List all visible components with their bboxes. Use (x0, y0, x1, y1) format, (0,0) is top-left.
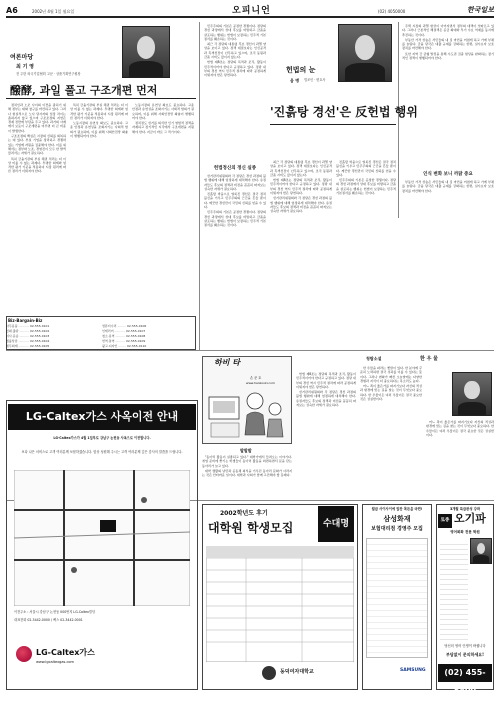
lower-right-rubric: 청탐소설 (366, 356, 382, 361)
lgcaltex-headline: LG-Caltex가스 사옥이전 안내 (8, 404, 196, 430)
lgcaltex-body: 보다 나은 서비스로 고객 여러분께 보답하겠습니다. 항상 성원해 주시는 고객 여러분께 깊은 감사의 말씀을 드립니다. (21, 450, 183, 454)
samsung-top: 월급 사이사이에 알찬 목돈을 마련! (371, 507, 423, 511)
center-rubric: 헌법의 눈 (286, 66, 316, 74)
directory-title: Biz-Bargain-Biz (8, 318, 43, 323)
ogipa-phone: (02) 455-5800 (438, 664, 492, 682)
ogipa-sub: 영어회화 전문 학원 (450, 530, 480, 534)
directory-row: 청소·용역 ·········· 02-555-0108 (102, 334, 146, 338)
author-name: 최 기 영 (16, 64, 34, 70)
columnist-photo (452, 372, 492, 416)
lgcaltex-sub: LG-Caltex가스가 4월 1일부로 강남구 논현동 사옥으로 이전합니다. (53, 436, 151, 440)
university-logo-icon (262, 666, 276, 680)
university-headline: 대학원 학생모집 (208, 521, 294, 535)
opinion-body-col-2: 특히 금융기관의 부실 채권 처리는 더 이상 미룰 수 없는 과제다. 투명한 회계와 엄격한 평가 기준을 적용하여 시장 원리에 따른 정리가 이뤄져야 한다. 노동시장의 유연성 확보도 중요하다. 고용 안정과 유연성을 조화시키는 사회적 합의가 필요하며, 이를 위해 사회안전망 확충이 병행되어야 한다. (70, 103, 128, 139)
university-year: 2002학년도 후기 (220, 510, 268, 517)
cartoon-drawing (203, 357, 291, 443)
cartoon-title: 하비 타 (214, 358, 240, 367)
right-body-mid: 부동산 가격 상승은 서민들의 내 집 마련을 어렵게 하고 가계 부채를 늘린다. 금융 당국은 대출 규제를 강화하는 한편, 실수요자 보호 장치를 마련해야 한다. (402, 180, 494, 193)
center-author-photo (338, 24, 392, 82)
author-photo (122, 26, 170, 78)
lgcaltex-url: www.lgcaltexgas.com (36, 660, 74, 664)
directory-row: 번역·통역 ·········· 02-555-0109 (102, 339, 146, 343)
right-body-top: 주택 시장의 과열 현상이 이어지면서 정부의 대책이 잇따르고 있다. 그러나 근본적인 해결책은 공급 확대와 투기 수요 억제를 동시에 추진하는 것이다. 부동산 가격 상승은 서민들의 내 집 마련을 어렵게 하고 가계 부채를 늘린다. 금융 당국은 대출 규제를 강화하는 한편, 실수요자 보호 장치를 마련해야 한다. 또한 지역 간 균형 발전을 통해 수도권 집중 현상을 완화하는 장기적인 정책이 병행되어야 한다. (402, 24, 494, 61)
lgcaltex-contact: 대표전화 02-3442-0000 / 팩스 02-3442-0001 (14, 618, 83, 622)
ogipa-details (440, 540, 468, 640)
lgcaltex-brand: LG-Caltex가스 (36, 648, 95, 657)
opinion-rubric: 여론마당 (10, 54, 34, 61)
ogipa-tag: 토종 (438, 514, 452, 528)
ogipa-call: 부담없이 문의하세요! (446, 652, 484, 657)
center-title: '진흙탕 경선'은 反헌법 행위 (270, 105, 418, 119)
lower-right-body-1: 한 우물을 파라는 옛말이 있다. 한 분야에 꾸준히 노력하면 결국 성과를 이룰 수 있다는 뜻이다. 그러나 변화가 빠른 오늘날에는 다양한 경험과 지식이 더 중요하다는 목소리도 높다. 어느 쪽이 옳은가를 따지기보다 자신의 적성과 환경에 맞는 길을 찾는 것이 무엇보다 중요하다. 한 우물이든 여러 우물이든 결국 중요한 것은 성실함이다. (360, 366, 422, 402)
lower-col-2: 헌법 제8조는 정당의 목적과 조직, 활동이 민주적이어야 한다고 규정하고 있다. 정당 내부의 경선 역시 민주적 절차에 따라 공정하게 이뤄져야 함은 당연하다. 선거관리위원회와 각 정당은 경선 과정의 불법 행위에 대해 엄정하게 대처해야 한다. 유권자들도 후보의 정책과 비전을 꼼꼼히 따져보는 성숙한 자세가 필요하다. (296, 372, 356, 408)
opinion-body-col-1: 정치인과 노조 사이의 이견을 좁히기 위해 정부는 대화 창구를 마련하고 있다. 그러나 현실적으로 노사 당사자의 입장 차이는 좁혀지지 않고 있으며 구조조정의 지연은 경제 전반에 부담을 주고 있다. 과거의 사례에서 보듯이 구조개편을 미루면 더 큰 비용이 발생한다. 구조조정의 핵심은 시장의 신뢰를 회복하는 데 있다. 부실 기업을 정리하고 경쟁력 있는 기업에 자원을 집중해야 한다. 이를 위해서는 정부와 노조, 경영진이 모두 한 발씩 물러서는 자세가 필요하다. 특히 금융기관의 부실 채권 처리는 더 이상 미룰 수 없는 과제다. 투명한 회계와 엄격한 평가 기준을 적용하여 시장 원리에 따른 정리가 이뤄져야 한다. (8, 103, 66, 174)
directory-row: 세무회계 ··········· 02-555-0105 (6, 344, 50, 348)
section-rule (6, 350, 494, 351)
university-table (206, 546, 354, 662)
center-affiliation: 법조인 · 변호사 (304, 78, 326, 82)
lower-right-title: 한 우 물 (420, 356, 438, 362)
samsung-name: 삼성화재 (383, 515, 411, 523)
ogipa-top: 3개월 특급완성 강좌 (449, 507, 481, 511)
center-body-col-a: 민주주의의 기본은 공정한 경쟁이다. 정당의 경선 과정에서 상대 후보를 비방하고 금품을 살포하는 행위는 헌법이 보장하는 민주적 기본질서를 훼손하는 것이다. 최근 각 정당의 대통령 후보 경선이 과열 양상을 보이고 있다. 정책 대결보다는 인신공격과 흑색선전이 난무하고 있으며, 조직 동원과 금품 시비도 끊이지 않는다. 헌법 제8조는 정당의 목적과 조직, 활동이 민주적이어야 한다고 규정하고 있다. 정당 내부의 경선 역시 민주적 절차에 따라 공정하게 이뤄져야 함은 당연하다. (204, 24, 266, 78)
page-number: A6 (6, 6, 18, 15)
center-author: 음 병 (290, 78, 300, 83)
samsung-product: 보험대리점 경영주 모집 (371, 526, 423, 532)
center-body-col-c: 최근 각 정당의 대통령 후보 경선이 과열 양상을 보이고 있다. 정책 대결보다는 인신공격과 흑색선전이 난무하고 있으며, 조직 동원과 금품 시비도 끊이지 않는다. 헌법 제8조는 정당의 목적과 조직, 활동이 민주적이어야 한다고 규정하고 있다. 정당 내부의 경선 역시 민주적 절차에 따라 공정하게 이뤄져야 함은 당연하다. 선거관리위원회와 각 정당은 경선 과정의 불법 행위에 대해 엄정하게 대처해야 한다. 유권자들도 후보의 정책과 비전을 꼼꼼히 따져보는 성숙한 자세가 필요하다. (270, 160, 332, 214)
issue-date: 2002년 4월 1일 월요일 (32, 9, 75, 14)
opinion-body-col-3: 노동시장의 유연성 확보도 중요하다. 고용 안정과 유연성을 조화시키는 사회적 합의가 필요하며, 이를 위해 사회안전망 확충이 병행되어야 한다. 정치권도 선거를 의식한 인기 영합적 정책을 자제하고 장기적인 시각에서 구조개편을 지원해야 한다. 지금이 바로 그 적기이다. (132, 103, 194, 134)
author-affiliation: 전 주한 외국기업협회 고문 · 상품기획연구원장 (16, 72, 81, 76)
lgcaltex-map (14, 470, 190, 606)
samsung-brand: SAMSUNG (400, 668, 426, 673)
ogipa-name: 오기파 (454, 512, 486, 525)
title-rule (270, 124, 396, 125)
lower-rubric: 발발발 (240, 448, 252, 453)
samsung-details (366, 538, 428, 658)
lgcaltex-logo-icon (16, 646, 32, 662)
phone-number: (02) 4050000 (378, 9, 406, 14)
directory-row: 법률상담 ··········· 02-555-0104 (6, 339, 50, 343)
paper-name: 한국일보 (466, 6, 494, 14)
directory-row: 컴퓨터수리 ········· 02-555-0106 (102, 324, 147, 328)
title-rule (6, 98, 196, 99)
cartoon-author: 손 문 호 (250, 376, 262, 380)
page-header (6, 4, 494, 18)
directory-row: 인테리어 ··········· 02-555-0107 (102, 329, 146, 333)
column-rule (199, 22, 200, 350)
lgcaltex-address: 이전주소 : 서울시 강남구 논현동 000번지 LG-Caltex빌딩 (14, 610, 96, 614)
university-side-badge: 수대명 (318, 506, 354, 542)
ogipa-photo (470, 538, 492, 564)
center-body-col-b: 선거관리위원회와 각 정당은 경선 과정의 불법 행위에 대해 엄정하게 대처해야 한다. 유권자들도 후보의 정책과 비전을 꼼꼼히 따져보는 성숙한 자세가 필요하다. 진흙탕 싸움으로 얼룩진 경선은 결국 정치 불신을 키우고 민주주의의 근간을 흔들 뿐이다. 깨끗한 경선만이 국민의 신뢰를 얻을 수 있다. 민주주의의 기본은 공정한 경쟁이다. 정당의 경선 과정에서 상대 후보를 비방하고 금품을 살포하는 행위는 헌법이 보장하는 민주적 기본질서를 훼손하는 것이다. (204, 174, 266, 228)
university-school: 동덕여자대학교 (280, 669, 314, 675)
center-body-col-d: 진흙탕 싸움으로 얼룩진 경선은 결국 정치 불신을 키우고 민주주의의 근간을 흔들 뿐이다. 깨끗한 경선만이 국민의 신뢰를 얻을 수 있다. 민주주의의 기본은 공정한 경쟁이다. 정당의 경선 과정에서 상대 후보를 비방하고 금품을 살포하는 행위는 헌법이 보장하는 민주적 기본질서를 훼손하는 것이다. (336, 160, 396, 196)
opinion-title: 醱酵, 과일 풀고 구조개편 먼저 (10, 84, 158, 97)
directory-row: 이사·운송 ·········· 02-555-0103 (6, 334, 50, 338)
directory-row: 인쇄·출판 ·········· 02-555-0102 (6, 329, 50, 333)
cartoon-panel (202, 356, 292, 444)
right-subhead: 인식 변화 보니 까닭 중요 (423, 172, 473, 177)
section-title: 오피니언 (232, 6, 271, 16)
cartoon-url: www.hankooki.com (246, 381, 275, 385)
lower-center-body: "동아리 활동이 실종되고 있다." 대학가에서 들려오는 이야기다. 취업 준비에 쫓기는 학생들이 동아리 활동을 외면하면서 문을 닫는 동아리가 늘고 있다. 대학 생활의 낭만과 공동체 의식을 키우던 동아리 문화가 사라지는 것은 안타까운 일이다. 대학과 사회가 함께 고민해야 할 문제다. (202, 455, 292, 478)
directory-row: 광고·디자인 ········ 02-555-0110 (102, 344, 147, 348)
ogipa-slogan: 당신의 영어 인생이 바뀝니다 (444, 644, 486, 648)
center-subhead: 헌법정신의 정신 실종 (213, 166, 257, 171)
directory-row: 사무용품 ··········· 02-555-0101 (6, 324, 50, 328)
lower-right-body-2: 어느 쪽이 옳은가를 따지기보다 자신의 적성과 환경에 맞는 길을 찾는 것이 무엇보다 중요하다. 한 우물이든 여러 우물이든 결국 중요한 것은 성실함이다. (426, 420, 494, 437)
